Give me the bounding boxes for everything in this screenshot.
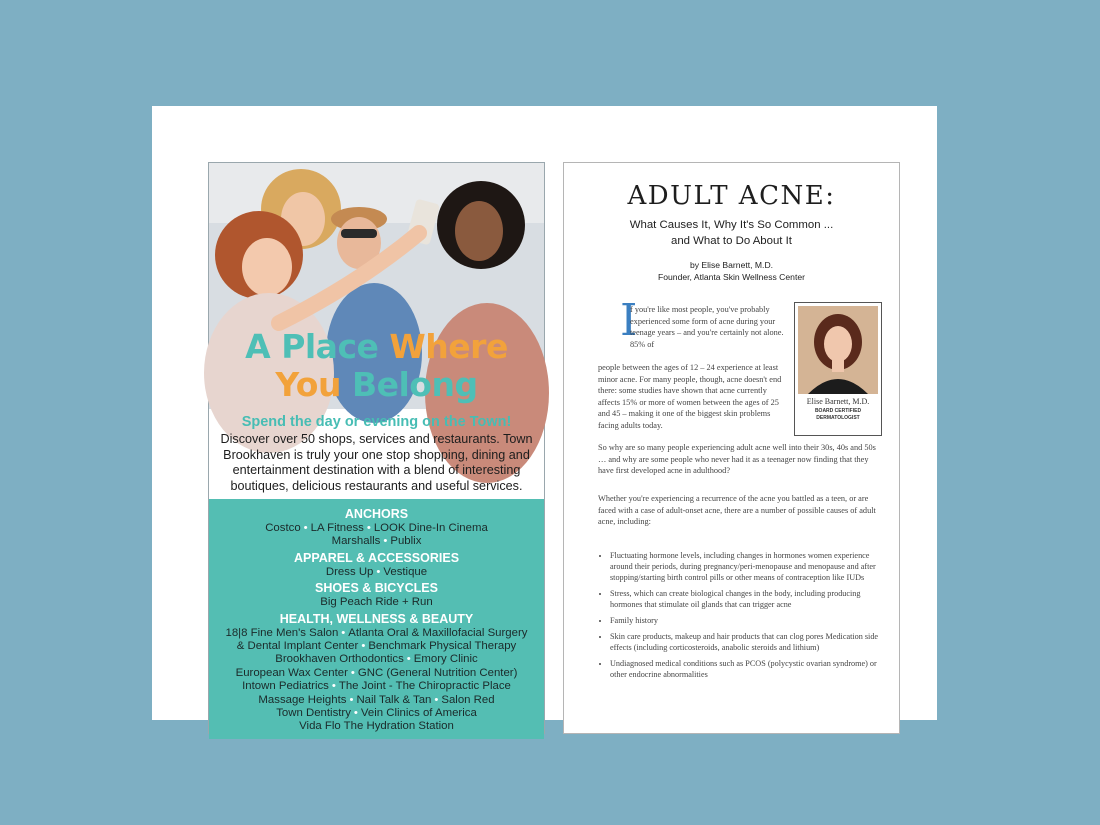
byline-author: by Elise Barnett, M.D. bbox=[689, 260, 774, 270]
separator-dot-icon: • bbox=[376, 565, 381, 578]
directory-entry: Emory Clinic bbox=[413, 653, 478, 666]
paragraph-3: Whether you're experiencing a recurrence of the acne you battled as a teen, or are faced with a case of adult-onset acne, there are a number of possible causes of adult acne, including: bbox=[598, 494, 876, 527]
directory-entry: Intown Pediatrics bbox=[242, 680, 329, 693]
separator-dot-icon: • bbox=[406, 653, 411, 666]
headline-word: Belong bbox=[351, 365, 478, 404]
directory-line bbox=[215, 566, 538, 579]
paragraph-1-continued: people between the ages of 12 – 24 experience at least minor acne. For many people, though, acne doesn't end there: some studies have shown that acne currently affects 15% or more of women between the ages of 25 and 45 – making it one of the biggest skin problems facing adults today. bbox=[598, 363, 782, 430]
directory-line bbox=[215, 694, 538, 707]
cause-item: • Skin care products, makeup and hair products that can clog pores Medication side effects (including corticosteroids, anabolic steroids and lithium) bbox=[610, 631, 890, 653]
cause-item: • Fluctuating hormone levels, including changes in hormones women experience around their periods, during pregnancy/peri-menopause and menopause and after stopping/starting birth control pills or other means of contraception like IUDs bbox=[610, 550, 890, 583]
cause-item: • Stress, which can create biological changes in the body, including producing hormones that stimulate oil glands that can trigger acne bbox=[610, 588, 890, 610]
directory-category-title: ANCHORS bbox=[344, 507, 409, 521]
portrait-title-line2: DERMATOLOGIST bbox=[816, 415, 860, 421]
directory-box bbox=[209, 499, 544, 739]
separator-dot-icon: • bbox=[331, 680, 336, 693]
directory-category-title: HEALTH, WELLNESS & BEAUTY bbox=[279, 611, 474, 626]
headline-word: Where bbox=[389, 327, 508, 366]
directory-line bbox=[215, 667, 538, 680]
article-subtitle bbox=[564, 217, 899, 249]
article-page bbox=[563, 162, 900, 734]
byline-affiliation: Founder, Atlanta Skin Wellness Center bbox=[658, 272, 805, 282]
directory-entry: Vein Clinics of America bbox=[360, 707, 477, 720]
separator-dot-icon: • bbox=[434, 693, 439, 706]
ad-tagline: Spend the day or evening on the Town! bbox=[241, 414, 512, 430]
separator-dot-icon: • bbox=[366, 522, 371, 534]
portrait-caption-title bbox=[795, 408, 881, 422]
cause-item: • Family history bbox=[610, 615, 890, 626]
directory-entry: GNC (General Nutrition Center) bbox=[357, 666, 518, 679]
directory-line bbox=[215, 522, 538, 535]
directory-entry: LOOK Dine-In Cinema bbox=[373, 522, 488, 534]
advertisement-page bbox=[208, 162, 545, 734]
directory-line bbox=[215, 627, 538, 640]
directory-entry: Atlanta Oral & Maxillofacial Surgery bbox=[348, 626, 528, 639]
directory-entry: Big Peach Ride + Run bbox=[320, 596, 433, 609]
directory-entry: Vestique bbox=[383, 565, 428, 578]
directory-entry: 18|8 Fine Men's Salon bbox=[225, 626, 339, 639]
directory-entry: Salon Red bbox=[441, 693, 495, 706]
directory-entry: Town Dentistry bbox=[276, 707, 351, 720]
article-byline bbox=[564, 259, 899, 283]
directory-entry: The Joint - The Chiropractic Place bbox=[338, 680, 511, 693]
directory-entry: LA Fitness bbox=[310, 522, 364, 534]
headline-word: You bbox=[275, 365, 341, 404]
headline-word: Place bbox=[281, 327, 379, 366]
directory-entry: & Dental Implant Center bbox=[236, 640, 359, 653]
directory-entry: Costco bbox=[265, 522, 301, 534]
article-title: ADULT ACNE: bbox=[627, 181, 836, 211]
headline-word: A bbox=[245, 327, 271, 366]
article-subtitle-line2: and What to Do About It bbox=[671, 235, 792, 247]
directory-entry: Dress Up bbox=[325, 565, 374, 578]
ad-headline-line1 bbox=[209, 329, 544, 365]
document-sheet bbox=[152, 106, 937, 733]
directory-entry: Massage Heights bbox=[258, 693, 347, 706]
directory-entry: Publix bbox=[390, 535, 422, 548]
causes-list bbox=[600, 550, 890, 685]
separator-dot-icon: • bbox=[349, 693, 354, 706]
paragraph-1-wrap: f you're like most people, you've probably experienced some form of acne during your teenage years – and you're certainly not alone. 85% of bbox=[630, 305, 784, 349]
ad-intro bbox=[209, 410, 544, 498]
directory-line bbox=[215, 707, 538, 720]
cause-item: • Undiagnosed medical conditions such as PCOS (polycystic ovarian syndrome) or other endocrine abnormalities bbox=[610, 658, 890, 680]
directory-line bbox=[215, 653, 538, 666]
separator-dot-icon: • bbox=[383, 535, 388, 548]
separator-dot-icon: • bbox=[341, 626, 346, 639]
directory-entry: European Wax Center bbox=[235, 666, 348, 679]
drop-cap: I bbox=[620, 295, 638, 346]
article-subtitle-line1: What Causes It, Why It's So Common ... bbox=[629, 219, 834, 231]
directory-category-title: SHOES & BICYCLES bbox=[315, 581, 438, 596]
portrait-caption-name: Elise Barnett, M.D. bbox=[806, 397, 870, 406]
author-portrait bbox=[794, 302, 882, 436]
ad-description: Discover over 50 shops, services and restaurants. Town Brookhaven is truly your one stop shopping, dining and entertainment destination with a blend of interesting boutiques, delicious restaurants and useful services. bbox=[220, 432, 533, 493]
directory-line bbox=[215, 720, 538, 733]
portrait-title-line1: BOARD CERTIFIED bbox=[814, 408, 862, 414]
separator-dot-icon: • bbox=[361, 640, 366, 653]
directory-entry: Vida Flo The Hydration Station bbox=[299, 720, 454, 733]
directory-line bbox=[215, 535, 538, 548]
paragraph-2: So why are so many people experiencing adult acne well into their 30s, 40s and 50s … and why are some people who never had it as a teenager now finding that they have first developed acne in adulthood? bbox=[598, 443, 876, 476]
separator-dot-icon: • bbox=[350, 666, 355, 679]
directory-entry: Marshalls bbox=[331, 535, 381, 548]
directory-category-title: APPAREL & ACCESSORIES bbox=[293, 550, 460, 565]
directory-line bbox=[215, 640, 538, 653]
directory-entry: Nail Talk & Tan bbox=[356, 693, 432, 706]
directory-entry: Benchmark Physical Therapy bbox=[368, 640, 517, 653]
directory-line bbox=[215, 596, 538, 609]
separator-dot-icon: • bbox=[353, 707, 358, 720]
author-photo bbox=[798, 306, 878, 394]
directory-line bbox=[215, 680, 538, 693]
separator-dot-icon: • bbox=[303, 522, 308, 534]
ad-headline-line2 bbox=[209, 367, 544, 403]
directory-entry: Brookhaven Orthodontics bbox=[275, 653, 404, 666]
